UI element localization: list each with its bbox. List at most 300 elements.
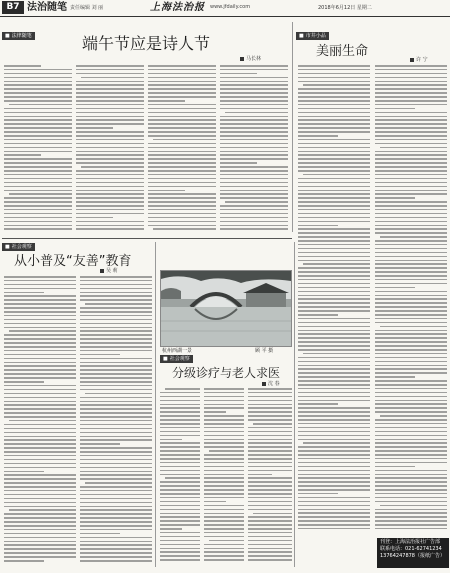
text-line [148,81,216,83]
text-line [298,244,370,246]
text-line [375,162,447,164]
text-line [204,532,244,534]
text-line [220,162,257,164]
text-line [298,302,370,304]
article-meili-column-2 [375,65,447,535]
text-line [148,170,216,172]
text-line [298,77,370,79]
tag-square-icon: ■ [163,356,168,362]
text-line [303,442,370,444]
text-line [298,466,370,468]
text-line [298,88,370,90]
text-line [375,400,447,402]
text-line [375,411,447,413]
text-line [4,467,76,469]
text-line [80,416,152,418]
article-photo [160,270,292,347]
text-line [76,69,144,71]
text-line [220,205,288,207]
text-line [76,119,144,121]
text-line [4,307,76,309]
text-line [4,560,44,562]
text-line [76,73,144,75]
text-line [375,225,447,227]
text-line [80,439,152,441]
text-line [76,151,144,153]
text-line [298,287,370,289]
text-line [220,182,288,184]
text-line [204,407,244,409]
text-line [80,397,152,399]
text-line [220,108,288,110]
article-fenji-column-3 [248,388,292,566]
text-line [298,520,370,522]
text-line [375,139,447,141]
text-line [80,548,152,550]
text-line [220,65,288,67]
text-line [375,403,447,405]
text-line [248,477,292,479]
text-line [80,299,152,301]
text-line [298,104,370,106]
text-line [148,217,216,219]
text-line [298,65,370,67]
text-line [4,292,44,294]
text-line [298,112,370,114]
text-line [298,411,370,413]
text-line [80,377,152,379]
text-line [375,186,447,188]
text-line [4,92,72,94]
text-line [375,520,447,522]
text-line [76,186,144,188]
text-line [76,92,144,94]
text-line [4,205,72,207]
text-line [298,462,370,464]
text-line [4,354,76,356]
text-line [248,509,292,511]
article-youshan-column-1 [4,276,76,566]
text-line [160,555,200,557]
text-line [298,81,370,83]
text-line [160,544,200,546]
text-line [298,419,370,421]
text-line [80,424,152,426]
article-duanwu-byline [240,55,261,62]
text-line [375,209,447,211]
text-line [298,470,370,472]
text-line [160,551,200,553]
text-line [80,354,120,356]
text-line [160,411,200,413]
text-line [220,143,288,145]
text-line [220,73,257,75]
text-line [4,358,76,360]
text-line [375,333,447,335]
text-line [380,147,447,149]
article-youshan-byline [100,267,118,274]
text-line [248,427,292,429]
text-line [220,135,288,137]
text-line [375,524,447,526]
text-line [375,267,447,269]
text-line [80,401,152,403]
text-line [248,528,292,530]
text-line [298,228,370,230]
text-line [375,458,447,460]
text-line [204,477,244,479]
text-line [375,528,447,530]
text-line [160,404,200,406]
text-line [248,520,292,522]
text-line [375,166,447,168]
tag-square-icon: ■ [5,244,10,250]
text-line [160,481,200,483]
text-line [4,521,76,523]
text-line [4,459,76,461]
text-line [375,380,447,382]
text-line [248,404,292,406]
text-line [160,485,200,487]
text-line [298,516,370,518]
editor-line: 责任编辑 刘 丽 [70,5,104,11]
text-line [4,327,76,329]
text-line [298,489,370,491]
text-line [80,513,152,515]
text-line [160,446,200,448]
text-line [76,104,144,106]
text-line [303,263,370,265]
byline-square-icon [410,58,414,62]
article-duanwu-tag [2,32,35,40]
text-line [80,338,152,340]
text-line [375,489,447,491]
text-line [4,69,72,71]
text-line [4,552,76,554]
text-line [81,166,144,168]
ad-line-1: 刊登：上海法治报社广告部 [380,539,441,545]
text-line [80,459,152,461]
text-line [204,454,244,456]
text-line [160,458,200,460]
text-line [298,493,338,495]
text-line [80,276,152,278]
text-line [375,283,447,285]
text-line [80,327,152,329]
text-line [248,454,292,456]
text-line [4,455,76,457]
text-line [4,77,72,79]
text-line [375,116,447,118]
text-line [375,221,447,223]
text-line [4,323,76,325]
text-line [220,154,288,156]
article-youshan-column-2 [80,276,152,566]
text-line [204,520,244,522]
text-line [4,381,44,383]
text-line [148,186,216,188]
text-line [4,369,76,371]
text-line [204,528,244,530]
text-line [76,131,144,133]
text-line [80,315,152,317]
text-line [80,486,152,488]
text-line [298,524,370,526]
text-line [76,65,144,67]
text-line [160,431,200,433]
text-line [298,213,370,215]
text-line [220,81,288,83]
text-line [4,377,76,379]
text-line [153,228,216,230]
text-line [80,389,152,391]
text-line [9,509,76,511]
text-line [148,221,216,223]
byline-text: 吴 莉 [106,268,118,274]
tag-label: 社会观察 [11,244,32,250]
text-line [248,442,292,444]
text-line [4,556,76,558]
text-line [375,298,447,300]
text-line [298,337,370,339]
text-line [375,100,447,102]
text-line [76,143,144,145]
text-line [298,341,370,343]
text-line [165,477,200,479]
text-line [298,217,370,219]
text-line [375,205,447,207]
text-line [160,392,200,394]
text-line [375,419,447,421]
text-line [80,556,152,558]
text-line [4,280,76,282]
text-line [204,505,244,507]
text-line [160,474,200,476]
text-line [204,411,226,413]
text-line [4,373,76,375]
text-line [204,555,244,557]
text-line [80,432,152,434]
text-line [298,116,370,118]
text-line [375,497,447,499]
text-line [85,393,152,395]
text-line [248,470,292,472]
text-line [153,139,216,141]
text-line [4,498,76,500]
text-line [80,373,152,375]
text-line [248,555,292,557]
text-line [4,548,76,550]
text-line [380,236,447,238]
text-line [80,404,152,406]
text-line [375,322,447,324]
article-duanwu-column-2 [76,65,144,235]
text-line [160,524,200,526]
text-line [375,143,447,145]
text-line [204,442,244,444]
text-line [204,551,244,553]
text-line [4,424,76,426]
text-line [160,423,200,425]
text-line [204,415,244,417]
text-line [375,119,447,121]
text-line [4,228,72,230]
text-line [80,295,152,297]
text-line [4,162,72,164]
text-line [80,350,152,352]
text-line [375,365,447,367]
text-line [209,540,244,542]
text-line [148,108,216,110]
text-line [148,92,216,94]
text-line [76,127,113,129]
text-line [298,368,370,370]
text-line [375,213,447,215]
text-line [220,190,288,192]
text-line [4,154,41,156]
text-line [375,232,447,234]
text-line [4,108,72,110]
text-line [220,139,288,141]
text-line [204,544,244,546]
text-line [4,389,76,391]
text-line [298,275,370,277]
text-line [220,197,288,199]
text-line [248,485,292,487]
text-line [148,178,216,180]
text-line [76,209,144,211]
text-line [298,123,370,125]
text-line [204,439,244,441]
text-line [76,123,144,125]
text-line [4,190,72,192]
text-line [148,225,216,227]
text-line [298,127,370,129]
text-line [80,537,152,539]
text-line [80,319,152,321]
text-line [80,342,152,344]
text-line [220,69,288,71]
text-line [298,151,370,153]
text-line [160,407,200,409]
text-line [80,369,152,371]
text-line [160,528,182,530]
text-line [375,357,447,359]
text-line [220,123,288,125]
text-line [4,443,76,445]
text-line [9,104,72,106]
text-line [4,225,72,227]
text-line [248,462,292,464]
article-fenji-tag [160,355,193,363]
text-line [204,446,244,448]
text-line [76,112,144,114]
text-line [80,467,152,469]
text-line [80,334,152,336]
text-line [4,311,76,313]
text-line [220,209,288,211]
text-line [298,131,370,133]
text-line [375,201,447,203]
text-line [160,513,200,515]
text-line [80,478,152,480]
text-line [375,341,447,343]
paper-name: 上海法治报 [150,2,205,13]
text-line [4,166,72,168]
text-line [375,92,447,94]
text-line [375,372,447,374]
text-line [76,154,144,156]
text-line [220,116,288,118]
text-line [220,193,288,195]
text-line [204,548,244,550]
text-line [76,84,144,86]
text-line [248,407,292,409]
text-line [298,201,370,203]
text-line [298,225,338,227]
text-line [298,291,370,293]
text-line [80,451,152,453]
text-line [298,318,370,320]
text-line [4,474,76,476]
text-line [375,353,447,355]
text-line [160,532,200,534]
text-line [248,493,292,495]
text-line [298,497,370,499]
text-line [375,485,447,487]
text-line [4,486,76,488]
text-line [148,119,216,121]
text-line [375,271,447,273]
text-line [303,84,370,86]
text-line [4,365,76,367]
text-line [248,497,292,499]
text-line [148,112,216,114]
text-line [4,342,76,344]
text-line [4,295,76,297]
text-line [80,436,152,438]
text-line [204,485,244,487]
text-line [298,279,370,281]
text-line [204,501,226,503]
text-line [148,123,216,125]
text-line [76,201,144,203]
text-line [375,435,447,437]
text-line [4,319,76,321]
text-line [375,306,447,308]
text-line [375,263,447,265]
text-line [81,77,144,79]
text-line [248,450,292,452]
text-line [375,330,447,332]
text-line [375,388,447,390]
text-line [220,221,288,223]
photo-caption-right: 顾 平 摄 [255,348,274,354]
text-line [375,287,415,289]
text-line [375,345,447,347]
text-line [80,517,152,519]
text-line [80,521,152,523]
text-line [298,372,370,374]
text-line [375,248,447,250]
text-line [204,470,244,472]
text-line [375,314,447,316]
text-line [298,193,370,195]
text-line [80,560,152,562]
text-line [204,524,244,526]
text-line [298,108,370,110]
text-line [375,65,447,67]
